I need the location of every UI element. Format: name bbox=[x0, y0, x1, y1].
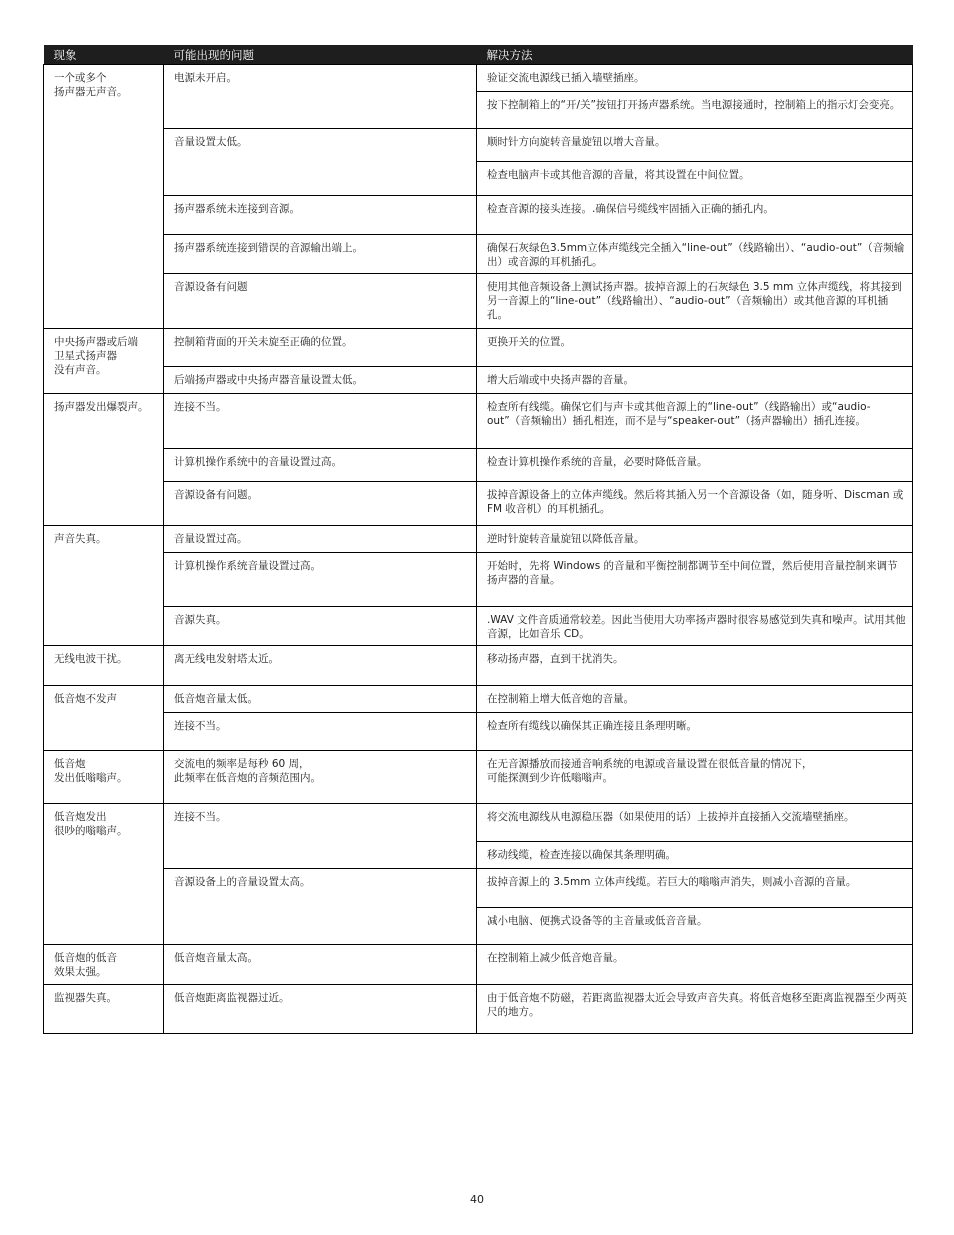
problem-cell: 音源设备有问题 bbox=[164, 274, 477, 329]
table-row bbox=[44, 235, 913, 274]
table-row bbox=[44, 607, 913, 646]
symptom-cell: 低音炮不发声 bbox=[44, 686, 164, 751]
table-row bbox=[44, 449, 913, 482]
problem-cell: 音源设备上的音量设置太高。 bbox=[164, 869, 477, 945]
problem-cell: 低音炮音量太高。 bbox=[164, 945, 477, 985]
table-header-row bbox=[44, 45, 913, 65]
solution-cell: 在控制箱上减少低音炮音量。 bbox=[477, 945, 913, 985]
table-row bbox=[44, 274, 913, 329]
table-row bbox=[44, 329, 913, 367]
problem-cell: 低音炮距离监视器过近。 bbox=[164, 985, 477, 1034]
troubleshooting-table bbox=[43, 45, 913, 1034]
symptom-cell: 一个或多个 扬声器无声音。 bbox=[44, 65, 164, 329]
solution-cell: 拔掉音源上的 3.5mm 立体声线缆。若巨大的嗡嗡声消失，则减小音源的音量。 bbox=[477, 869, 913, 908]
problem-cell: 音源设备有问题。 bbox=[164, 482, 477, 526]
table-row bbox=[44, 129, 913, 162]
solution-cell: .WAV 文件音质通常较差。因此当使用大功率扬声器时很容易感觉到失真和噪声。试用其他音源，比如音乐 CD。 bbox=[477, 607, 913, 646]
problem-cell: 电源未开启。 bbox=[164, 65, 477, 129]
table-row bbox=[44, 686, 913, 713]
table-row bbox=[44, 367, 913, 394]
solution-cell: 检查电脑声卡或其他音源的音量，将其设置在中间位置。 bbox=[477, 162, 913, 196]
table-row bbox=[44, 553, 913, 607]
problem-cell: 低音炮音量太低。 bbox=[164, 686, 477, 713]
problem-cell: 计算机操作系统音量设置过高。 bbox=[164, 553, 477, 607]
problem-cell: 扬声器系统未连接到音源。 bbox=[164, 196, 477, 235]
header-solution: 解决方法 bbox=[477, 45, 913, 65]
symptom-cell: 监视器失真。 bbox=[44, 985, 164, 1034]
symptom-cell: 低音炮的低音 效果太强。 bbox=[44, 945, 164, 985]
symptom-cell: 低音炮发出 很吵的嗡嗡声。 bbox=[44, 804, 164, 945]
header-problem: 可能出现的问题 bbox=[164, 45, 477, 65]
table-row bbox=[44, 394, 913, 449]
solution-cell: 移动扬声器，直到干扰消失。 bbox=[477, 646, 913, 686]
table-row bbox=[44, 869, 913, 908]
table-row bbox=[44, 985, 913, 1034]
problem-cell: 后端扬声器或中央扬声器音量设置太低。 bbox=[164, 367, 477, 394]
table-body bbox=[44, 65, 913, 1034]
symptom-cell: 声音失真。 bbox=[44, 526, 164, 646]
solution-cell: 在控制箱上增大低音炮的音量。 bbox=[477, 686, 913, 713]
solution-cell: 将交流电源线从电源稳压器（如果使用的话）上拔掉并直接插入交流墙壁插座。 bbox=[477, 804, 913, 842]
solution-cell: 由于低音炮不防磁，若距离监视器太近会导致声音失真。将低音炮移至距离监视器至少两英尺的地方。 bbox=[477, 985, 913, 1034]
symptom-cell: 中央扬声器或后端 卫星式扬声器 没有声音。 bbox=[44, 329, 164, 394]
table-row bbox=[44, 751, 913, 804]
table-row bbox=[44, 526, 913, 553]
solution-cell: 顺时针方向旋转音量旋钮以增大音量。 bbox=[477, 129, 913, 162]
solution-cell: 确保石灰绿色3.5mm立体声缆线完全插入“line-out”（线路输出）、“audio-out”（音频输出）或音源的耳机插孔。 bbox=[477, 235, 913, 274]
solution-cell: 检查音源的接头连接。.确保信号缆线牢固插入正确的插孔内。 bbox=[477, 196, 913, 235]
table-row bbox=[44, 65, 913, 92]
solution-cell: 开始时，先将 Windows 的音量和平衡控制都调节至中间位置，然后使用音量控制来调节扬声器的音量。 bbox=[477, 553, 913, 607]
problem-cell: 连接不当。 bbox=[164, 394, 477, 449]
solution-cell: 按下控制箱上的“开/关”按钮打开扬声器系统。当电源接通时，控制箱上的指示灯会变亮。 bbox=[477, 92, 913, 129]
solution-cell: 验证交流电源线已插入墙壁插座。 bbox=[477, 65, 913, 92]
table-row bbox=[44, 945, 913, 985]
problem-cell: 离无线电发射塔太近。 bbox=[164, 646, 477, 686]
problem-cell: 音量设置过高。 bbox=[164, 526, 477, 553]
symptom-cell: 无线电波干扰。 bbox=[44, 646, 164, 686]
table-row bbox=[44, 713, 913, 751]
table-row bbox=[44, 646, 913, 686]
solution-cell: 拔掉音源设备上的立体声缆线。然后将其插入另一个音源设备（如，随身听、Discman 或 FM 收音机）的耳机插孔。 bbox=[477, 482, 913, 526]
problem-cell: 连接不当。 bbox=[164, 713, 477, 751]
problem-cell: 交流电的频率是每秒 60 周， 此频率在低音炮的音频范围内。 bbox=[164, 751, 477, 804]
table-row bbox=[44, 804, 913, 842]
solution-cell: 逆时针旋转音量旋钮以降低音量。 bbox=[477, 526, 913, 553]
solution-cell: 减小电脑、便携式设备等的主音量或低音音量。 bbox=[477, 908, 913, 945]
problem-cell: 音源失真。 bbox=[164, 607, 477, 646]
solution-cell: 增大后端或中央扬声器的音量。 bbox=[477, 367, 913, 394]
problem-cell: 控制箱背面的开关未旋至正确的位置。 bbox=[164, 329, 477, 367]
problem-cell: 计算机操作系统中的音量设置过高。 bbox=[164, 449, 477, 482]
solution-cell: 移动线缆，检查连接以确保其条理明确。 bbox=[477, 842, 913, 869]
problem-cell: 音量设置太低。 bbox=[164, 129, 477, 196]
solution-cell: 检查所有缆线以确保其正确连接且条理明晰。 bbox=[477, 713, 913, 751]
symptom-cell: 扬声器发出爆裂声。 bbox=[44, 394, 164, 526]
solution-cell: 检查所有线缆。确保它们与声卡或其他音源上的“line-out”（线路输出）或“audio-out”（音频输出）插孔相连，而不是与“speaker-out”（扬声器输出）插孔连接。 bbox=[477, 394, 913, 449]
symptom-cell: 低音炮 发出低嗡嗡声。 bbox=[44, 751, 164, 804]
table-row bbox=[44, 482, 913, 526]
problem-cell: 连接不当。 bbox=[164, 804, 477, 869]
solution-cell: 检查计算机操作系统的音量，必要时降低音量。 bbox=[477, 449, 913, 482]
header-symptom: 现象 bbox=[44, 45, 164, 65]
table-row bbox=[44, 196, 913, 235]
solution-cell: 使用其他音频设备上测试扬声器。拔掉音源上的石灰绿色 3.5 mm 立体声缆线，将其接到另一音源上的“line-out”（线路输出）、“audio-out”（音频输出）或其他音源的耳机插孔。 bbox=[477, 274, 913, 329]
page-number: 40 bbox=[470, 1193, 484, 1206]
solution-cell: 在无音源播放而接通音响系统的电源或音量设置在很低音量的情况下， 可能探测到少许低嗡嗡声。 bbox=[477, 751, 913, 804]
problem-cell: 扬声器系统连接到错误的音源输出端上。 bbox=[164, 235, 477, 274]
solution-cell: 更换开关的位置。 bbox=[477, 329, 913, 367]
